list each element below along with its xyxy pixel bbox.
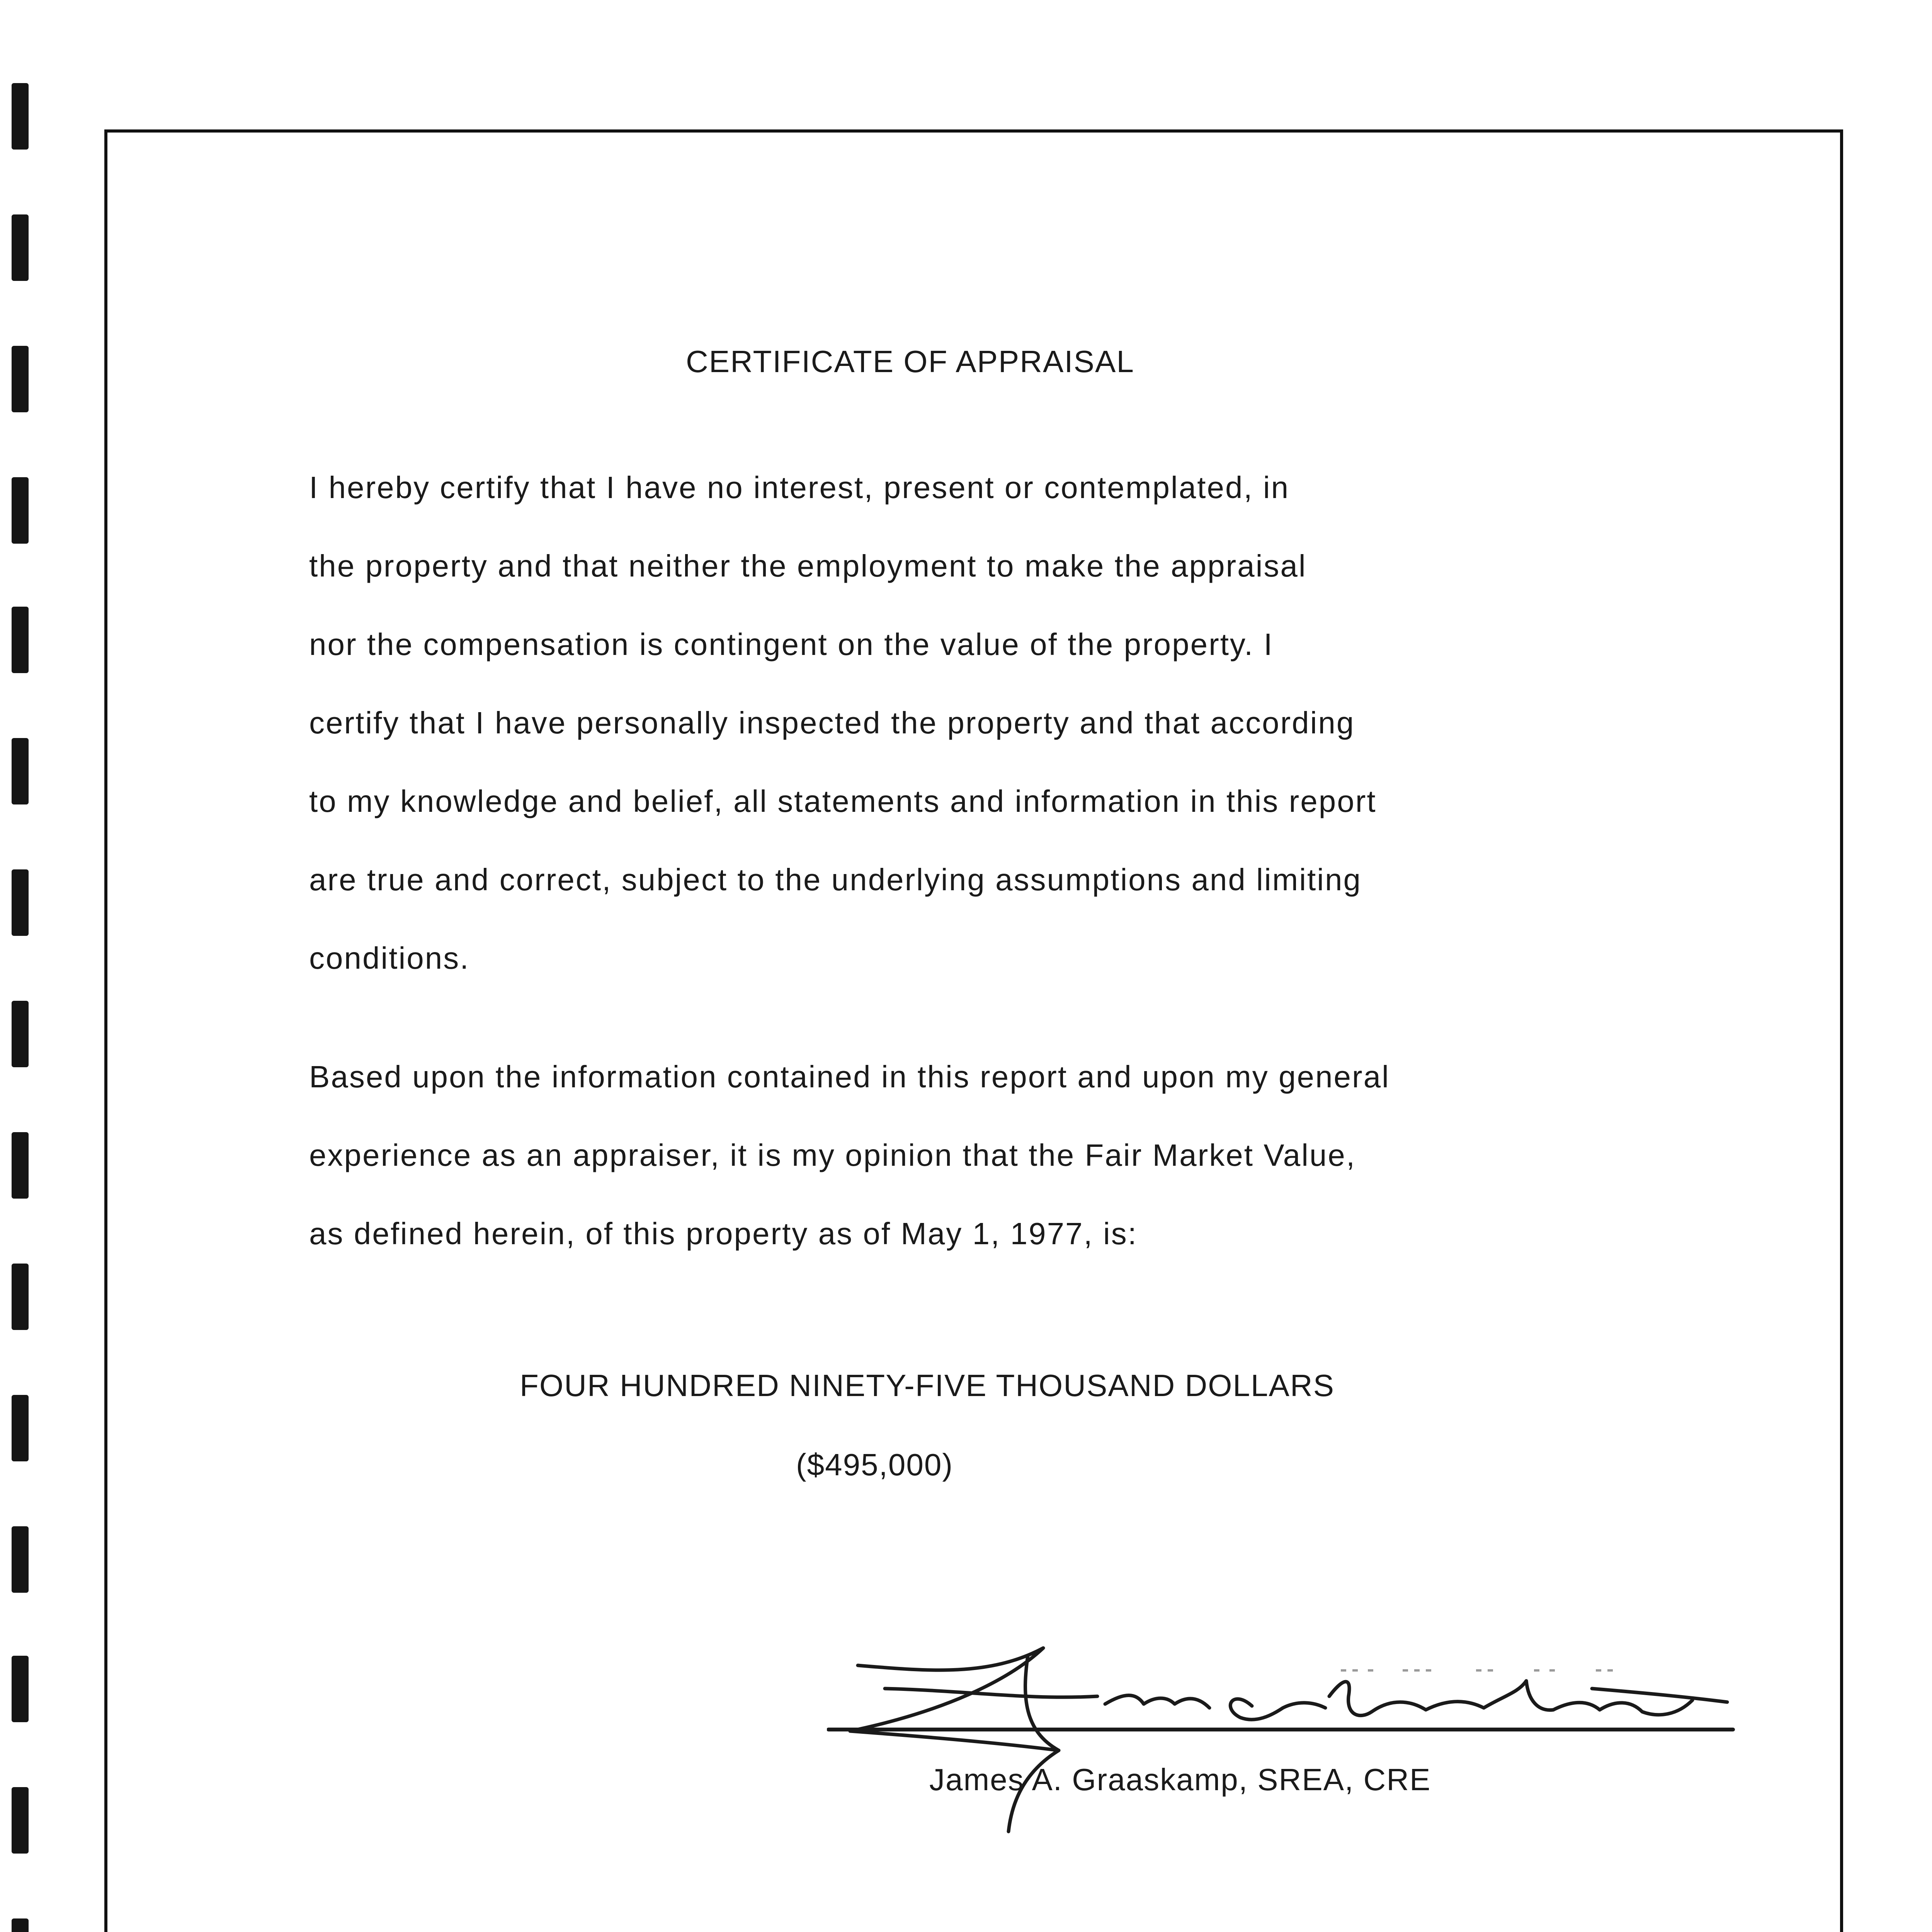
text-line: Based upon the information contained in this report and upon my general: [309, 1060, 1390, 1094]
binding-hole: [12, 869, 29, 936]
text-line: nor the compensation is contingent on the value of the property. I: [309, 627, 1274, 662]
text-line: the property and that neither the employment to make the appraisal: [309, 549, 1307, 583]
binding-hole: [12, 738, 29, 804]
binding-hole: [12, 1526, 29, 1593]
binding-hole: [12, 1264, 29, 1330]
text-line: are true and correct, subject to the underlying assumptions and limiting: [309, 862, 1362, 897]
binding-hole: [12, 1132, 29, 1199]
text-line: certify that I have personally inspected the property and that according: [309, 706, 1355, 740]
binding-hole: [12, 477, 29, 544]
binding-hole: [12, 1918, 29, 1932]
binding-hole: [12, 83, 29, 150]
certificate-title: CERTIFICATE OF APPRAISAL: [686, 344, 1134, 379]
text-line: to my knowledge and belief, all statements and information in this report: [309, 784, 1377, 818]
appraised-value-figures: ($495,000): [796, 1447, 953, 1482]
text-line: I hereby certify that I have no interest, present or contemplated, in: [309, 470, 1290, 505]
certification-paragraph: [309, 448, 1377, 997]
text-line: conditions.: [309, 941, 470, 975]
binding-hole: [12, 1656, 29, 1722]
binding-hole: [12, 1787, 29, 1854]
binding-hole: [12, 346, 29, 412]
binding-hole: [12, 1001, 29, 1067]
text-line: experience as an appraiser, it is my opinion that the Fair Market Value,: [309, 1138, 1356, 1172]
opinion-paragraph: [309, 1037, 1390, 1273]
binding-hole: [12, 607, 29, 673]
binding-hole: [12, 214, 29, 281]
signature-image: [827, 1634, 1739, 1839]
signer-name: James A. Graaskamp, SREA, CRE: [929, 1762, 1431, 1797]
text-line: as defined herein, of this property as of May 1, 1977, is:: [309, 1216, 1138, 1251]
binding-hole: [12, 1395, 29, 1461]
appraised-value-words: FOUR HUNDRED NINETY-FIVE THOUSAND DOLLARS: [520, 1368, 1335, 1403]
binding-holes: [8, 0, 31, 1932]
